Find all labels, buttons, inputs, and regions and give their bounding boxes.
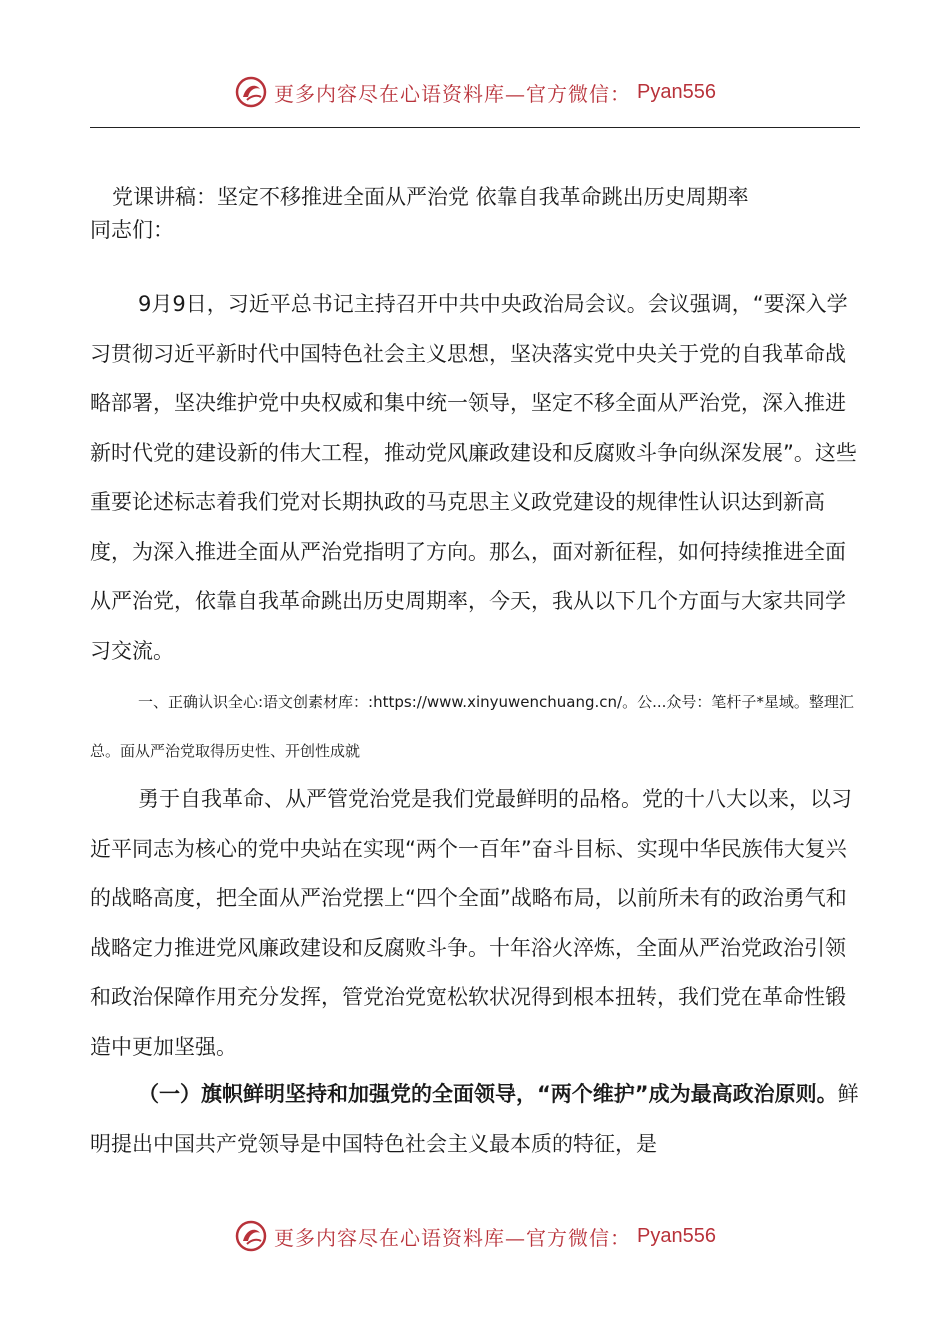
paragraph-3-text: 鲜明提出中国共产党领导是中国特色社会主义最本质的特征，是 [90,1082,859,1156]
wechat-id: Pyan556 [637,80,716,103]
header-banner [0,72,950,112]
footer-banner [0,1216,950,1256]
paragraph-1: 9月9日，习近平总书记主持召开中共中央政治局会议。会议强调，“要深入学习贯彻习近平新时代中国特色社会主义思想，坚决落实党中央关于党的自我革命战略部署，坚决维护党中央权威和集中统一领导，坚定不移全面从严治党，深入推进新时代党的建设新的伟大工程，推动党风廉政建设和反腐败斗争向纵深发展”。这些重要论述标志着我们党对长期执政的马克思主义政党建设的规律性认识达到新高度，为深入推进全面从严治党指明了方向。那么，面对新征程，如何持续推进全面从严治党，依靠自我革命跳出历史周期率，今天，我从以下几个方面与大家共同学习交流。 [90,292,857,663]
banner-text: 更多内容尽在心语资料库—官方微信： [274,81,632,106]
section-heading-note: 一、正确认识全心:语文创素材库：:https://www.xinyuwenchuang.cn/。公...众号：笔杆子*星域。整理汇总。面从严治党取得历史性、开创性成就 [90,693,854,760]
paragraph-3 [90,1070,860,1169]
footer-wechat-id: Pyan556 [637,1224,716,1247]
subsection-heading: （一）旗帜鲜明坚持和加强党的全面领导，“两个维护”成为最高政治原则。 [138,1082,838,1106]
header-divider [90,127,860,128]
salutation: 同志们： [90,218,174,242]
document-title: 党课讲稿：坚定不移推进全面从严治党 依靠自我革命跳出历史周期率 [112,185,749,209]
red-swirl-logo-icon [234,75,268,109]
paragraph-2: 勇于自我革命、从严管党治党是我们党最鲜明的品格。党的十八大以来，以习近平同志为核心的党中央站在实现“两个一百年”奋斗目标、实现中华民族伟大复兴的战略高度，把全面从严治党摆上“四个全面”战略布局，以前所未有的政治勇气和战略定力推进党风廉政建设和反腐败斗争。十年浴火淬炼，全面从严治党政治引领和政治保障作用充分发挥，管党治党宽松软状况得到根本扭转，我们党在革命性锻造中更加坚强。 [90,787,852,1059]
red-swirl-logo-icon [234,1219,268,1253]
footer-banner-text: 更多内容尽在心语资料库—官方微信： [274,1225,632,1250]
